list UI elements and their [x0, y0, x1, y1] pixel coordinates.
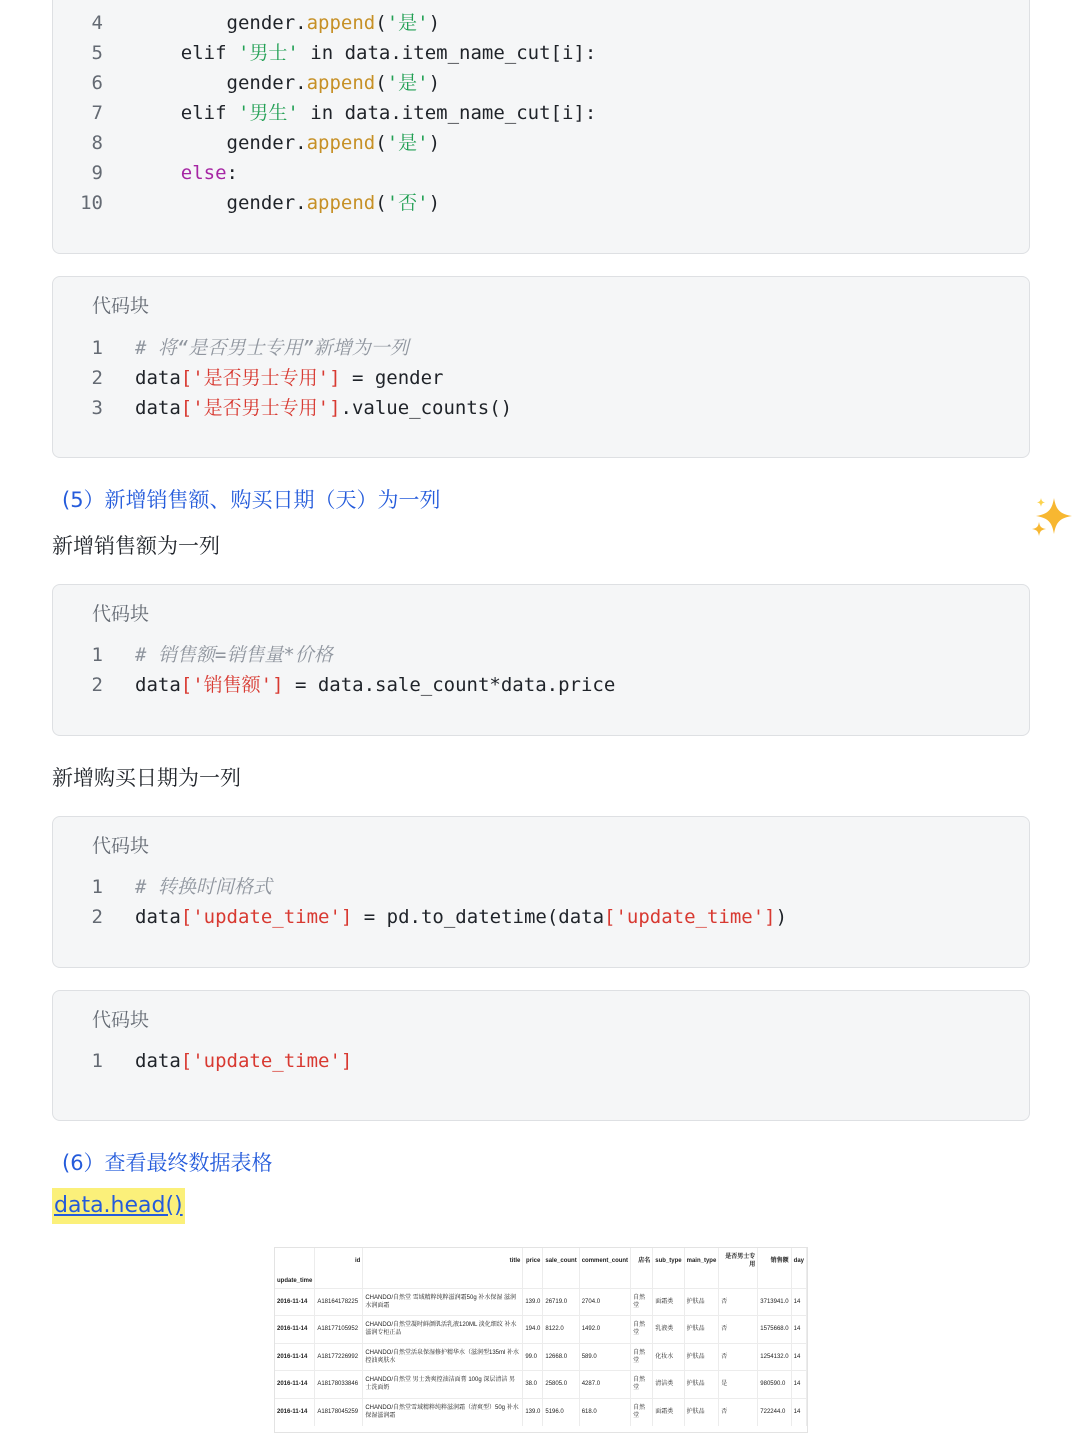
- table-row: [275, 1343, 807, 1371]
- code-text: [135, 68, 440, 98]
- code-token: (: [375, 192, 387, 214]
- code-line: [53, 188, 953, 218]
- table-cell: 否: [719, 1398, 758, 1426]
- code-token: (: [375, 132, 387, 154]
- table-row: [275, 1371, 807, 1399]
- table-cell: CHANDO/自然堂 雪域精粹纯粹滋润霜50g 补水保湿 滋润水润面霜: [363, 1288, 523, 1316]
- table-cell: 1492.0: [579, 1316, 630, 1344]
- code-token: '是': [386, 72, 429, 94]
- section-heading-5: (5）新增销售额、购买日期（天）为一列: [62, 488, 441, 512]
- table-header: sale_count: [543, 1248, 579, 1274]
- line-number: 9: [91, 162, 103, 184]
- code-text: [135, 188, 440, 218]
- table-cell: 否: [719, 1288, 758, 1316]
- code-token: ['是否男士专用']: [180, 367, 341, 389]
- line-number: 1: [91, 644, 103, 666]
- code-token: .value_counts(): [340, 397, 513, 419]
- code-line: [53, 128, 953, 158]
- code-token: ): [428, 132, 441, 154]
- table-cell: 14: [791, 1343, 806, 1371]
- index-name: update_time: [275, 1274, 315, 1288]
- table-cell: 2016-11-14: [275, 1343, 315, 1371]
- table-cell-empty: [523, 1274, 543, 1288]
- table-cell-empty: [791, 1274, 806, 1288]
- code-block-gender-column: [52, 276, 1030, 458]
- line-number: 5: [91, 42, 103, 64]
- code-token: elif: [180, 102, 238, 124]
- line-number: 7: [91, 102, 103, 124]
- code-text: [135, 158, 238, 188]
- table-cell: 618.0: [579, 1398, 630, 1426]
- table-cell: 25805.0: [543, 1371, 579, 1399]
- code-token: ['update_time']: [180, 906, 353, 928]
- code-token: '是': [386, 132, 429, 154]
- code-token: in data.item_name_cut[i]:: [298, 102, 597, 124]
- table-cell: 护肤品: [684, 1316, 719, 1344]
- table-cell: 自然堂: [631, 1398, 653, 1426]
- code-token: data: [135, 397, 181, 419]
- table-row: [275, 1398, 807, 1426]
- table-cell: 面霜类: [653, 1398, 684, 1426]
- code-line: [53, 38, 953, 68]
- table-cell: CHANDO/自然堂雪域精粹纯粹滋润霜（清爽型）50g 补水保湿滋润霜: [363, 1398, 523, 1426]
- table-header: 店名: [631, 1248, 653, 1274]
- table-cell-empty: [684, 1274, 719, 1288]
- table-cell: 面霜类: [653, 1288, 684, 1316]
- table-cell: 自然堂: [631, 1343, 653, 1371]
- code-token: in data.item_name_cut[i]:: [298, 42, 597, 64]
- code-line: [53, 670, 953, 700]
- code-token: = gender: [340, 367, 444, 389]
- code-block-title: 代码块: [92, 603, 150, 625]
- code-line: [53, 393, 953, 423]
- code-token: gender.: [226, 192, 307, 214]
- line-number: 4: [91, 12, 103, 34]
- code-line: [53, 8, 953, 38]
- code-token: gender.: [226, 72, 307, 94]
- table-cell-empty: [315, 1274, 363, 1288]
- code-token: ['销售额']: [180, 674, 284, 696]
- table-cell: 194.0: [523, 1316, 543, 1344]
- table-cell-empty: [363, 1274, 523, 1288]
- line-number: 10: [80, 192, 103, 214]
- code-line: [53, 333, 953, 363]
- section-heading-6: (6）查看最终数据表格: [62, 1151, 273, 1175]
- code-text: [135, 640, 333, 670]
- code-token: = pd.to_datetime(data: [352, 906, 605, 928]
- code-token: # 转换时间格式: [135, 876, 272, 898]
- code-text: [135, 128, 440, 158]
- table-cell: 139.0: [523, 1288, 543, 1316]
- code-line: [53, 158, 953, 188]
- code-text: [135, 98, 596, 128]
- table-cell: 护肤品: [684, 1398, 719, 1426]
- table-cell: 是: [719, 1371, 758, 1399]
- code-text: [135, 872, 272, 902]
- table-header: sub_type: [653, 1248, 684, 1274]
- code-text: [135, 8, 440, 38]
- code-token: '男士': [237, 42, 299, 64]
- code-token: '是': [386, 12, 429, 34]
- table-cell: 自然堂: [631, 1316, 653, 1344]
- table-cell: 38.0: [523, 1371, 543, 1399]
- line-number: 1: [91, 1050, 103, 1072]
- table-cell: 化妆水: [653, 1343, 684, 1371]
- table-header: 是否男士专用: [719, 1248, 758, 1274]
- table-row: [275, 1316, 807, 1344]
- table-cell: 1254132.0: [758, 1343, 791, 1371]
- code-line: [53, 640, 953, 670]
- code-token: gender.: [226, 132, 307, 154]
- table-cell: 自然堂: [631, 1371, 653, 1399]
- code-token: append: [306, 132, 376, 154]
- table-cell: 980590.0: [758, 1371, 791, 1399]
- line-number: 1: [91, 337, 103, 359]
- table-cell: 否: [719, 1343, 758, 1371]
- table-cell: 14: [791, 1316, 806, 1344]
- table-cell: 139.0: [523, 1398, 543, 1426]
- code-text: [135, 363, 443, 393]
- table-cell-empty: [758, 1274, 791, 1288]
- code-token: data: [135, 1050, 181, 1072]
- table-header: day: [791, 1248, 806, 1274]
- code-token: append: [306, 192, 376, 214]
- code-token: :: [226, 162, 238, 184]
- paragraph-date: 新增购买日期为一列: [52, 766, 241, 790]
- code-block-sales: [52, 584, 1030, 736]
- code-line: [53, 902, 953, 932]
- line-number: 2: [91, 367, 103, 389]
- code-line: [53, 872, 953, 902]
- code-token: ): [428, 72, 441, 94]
- code-token: ['update_time']: [604, 906, 776, 928]
- code-token: ): [775, 906, 788, 928]
- line-number: 8: [91, 132, 103, 154]
- table-cell: 2016-11-14: [275, 1371, 315, 1399]
- code-line: [53, 363, 953, 393]
- code-token: '否': [386, 192, 429, 214]
- code-block-datetime: [52, 816, 1030, 968]
- code-line: [53, 1046, 953, 1076]
- code-token: ['update_time']: [180, 1050, 353, 1072]
- table-cell: 14: [791, 1288, 806, 1316]
- paragraph-sales: 新增销售额为一列: [52, 534, 220, 558]
- table-cell: A18178033846: [315, 1371, 363, 1399]
- table-cell: 2704.0: [579, 1288, 630, 1316]
- table-cell: 4287.0: [579, 1371, 630, 1399]
- table-cell: CHANDO/自然堂活泉保湿修护精华水（滋润型135ml 补水控油爽肤水: [363, 1343, 523, 1371]
- code-text: [135, 393, 512, 423]
- code-text: [135, 1046, 352, 1076]
- table-header: price: [523, 1248, 543, 1274]
- table-cell: CHANDO/自然堂凝时鲜颜肌活乳液120ML 淡化细纹 补水滋润专柜正品: [363, 1316, 523, 1344]
- highlighted-code-link[interactable]: data.head(): [52, 1188, 185, 1224]
- dataframe-table: [274, 1247, 808, 1433]
- code-token: # 将“是否男士专用”新增为一列: [135, 337, 409, 359]
- code-block-title: 代码块: [92, 1009, 150, 1031]
- sparkle-icon[interactable]: [1030, 494, 1074, 538]
- table-cell: 清洁类: [653, 1371, 684, 1399]
- code-token: '男生': [237, 102, 299, 124]
- table-cell: 14: [791, 1398, 806, 1426]
- table-cell: 99.0: [523, 1343, 543, 1371]
- table-cell: 12668.0: [543, 1343, 579, 1371]
- table-cell: A18178045259: [315, 1398, 363, 1426]
- code-token: data: [135, 906, 181, 928]
- table-cell: 乳液类: [653, 1316, 684, 1344]
- line-number: 1: [91, 876, 103, 898]
- table-header: main_type: [684, 1248, 719, 1274]
- table-cell: 2016-11-14: [275, 1288, 315, 1316]
- code-block-gender: [52, 0, 1030, 254]
- table-cell: 3713941.0: [758, 1288, 791, 1316]
- code-token: data: [135, 674, 181, 696]
- code-token: # 销售额=销售量*价格: [135, 644, 333, 666]
- code-line: [53, 98, 953, 128]
- table-cell: 否: [719, 1316, 758, 1344]
- code-token: gender.: [226, 12, 307, 34]
- table-cell: 589.0: [579, 1343, 630, 1371]
- table-header: id: [315, 1248, 363, 1274]
- table-cell: 1575668.0: [758, 1316, 791, 1344]
- table-cell-empty: [543, 1274, 579, 1288]
- table-cell: A18177226992: [315, 1343, 363, 1371]
- table-cell: 722244.0: [758, 1398, 791, 1426]
- code-token: = data.sale_count*data.price: [283, 674, 616, 696]
- code-token: ): [428, 12, 441, 34]
- table-cell-empty: [579, 1274, 630, 1288]
- code-token: elif: [180, 42, 238, 64]
- code-token: data: [135, 367, 181, 389]
- table-cell-empty: [719, 1274, 758, 1288]
- table-cell: 8122.0: [543, 1316, 579, 1344]
- table-cell: A18164178225: [315, 1288, 363, 1316]
- line-number: 6: [91, 72, 103, 94]
- code-block-title: 代码块: [92, 835, 150, 857]
- table-cell: 自然堂: [631, 1288, 653, 1316]
- table-cell: 护肤品: [684, 1343, 719, 1371]
- line-number: 2: [91, 906, 103, 928]
- code-block-update-time: [52, 990, 1030, 1121]
- code-block-title: 代码块: [92, 295, 150, 317]
- table-cell: CHANDO/自然堂 男士劲爽控油洁面膏 100g 深层清洁 男士洗面奶: [363, 1371, 523, 1399]
- table-cell-empty: [653, 1274, 684, 1288]
- table-cell: 2016-11-14: [275, 1316, 315, 1344]
- code-line: [53, 68, 953, 98]
- code-text: [135, 38, 596, 68]
- table-header: 销售额: [758, 1248, 791, 1274]
- code-token: ): [428, 192, 441, 214]
- code-token: else: [180, 162, 227, 184]
- code-text: [135, 670, 615, 700]
- code-token: append: [306, 12, 376, 34]
- table-row: [275, 1288, 807, 1316]
- table-header: [275, 1248, 315, 1274]
- code-text: [135, 902, 787, 932]
- code-token: (: [375, 12, 387, 34]
- table-cell: 护肤品: [684, 1371, 719, 1399]
- code-token: ['是否男士专用']: [180, 397, 341, 419]
- table-cell-empty: [631, 1274, 653, 1288]
- table-cell: 护肤品: [684, 1288, 719, 1316]
- code-token: append: [306, 72, 376, 94]
- table-cell: 14: [791, 1371, 806, 1399]
- code-token: (: [375, 72, 387, 94]
- table-cell: A18177105952: [315, 1316, 363, 1344]
- code-text: [135, 333, 409, 363]
- table-cell: 26719.0: [543, 1288, 579, 1316]
- table-cell: 5196.0: [543, 1398, 579, 1426]
- table-header: comment_count: [579, 1248, 630, 1274]
- table-header: title: [363, 1248, 523, 1274]
- table-cell: 2016-11-14: [275, 1398, 315, 1426]
- line-number: 2: [91, 674, 103, 696]
- line-number: 3: [91, 397, 103, 419]
